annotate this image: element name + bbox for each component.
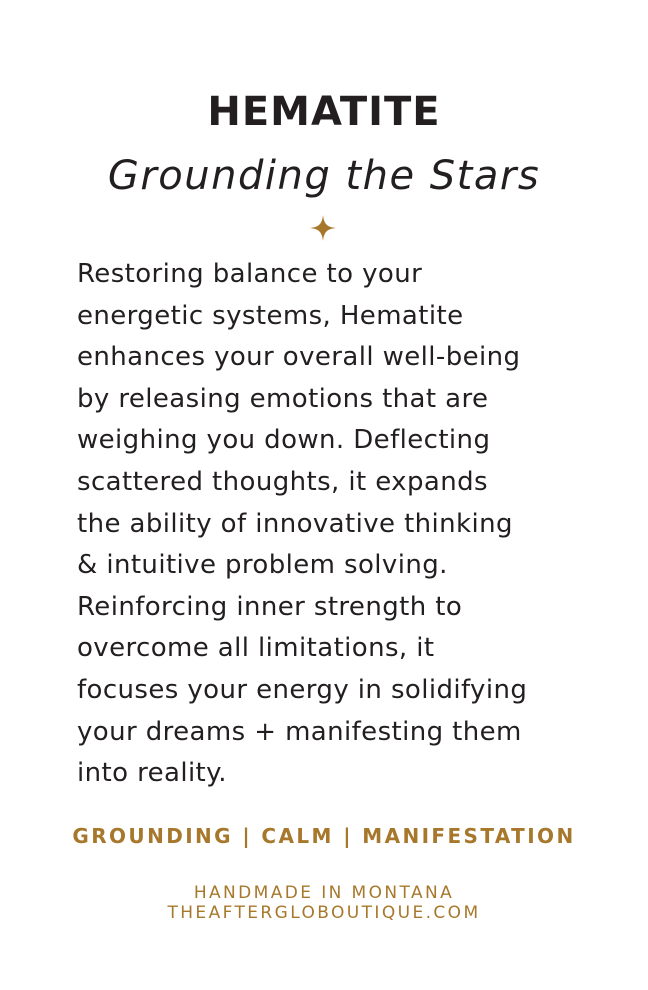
footer-website: THEAFTERGLOBOUTIQUE.COM	[167, 903, 481, 923]
page-title: HEMATITE	[207, 89, 441, 135]
description-line: weighing you down. Deflecting	[77, 425, 491, 456]
description	[77, 254, 597, 795]
description-line: by releasing emotions that are	[77, 383, 489, 414]
description-line: Reinforcing inner strength to	[77, 591, 463, 622]
description-line: into reality.	[77, 758, 227, 789]
description-line: focuses your energy in solidifying	[77, 674, 528, 705]
keywords: GROUNDING | CALM | MANIFESTATION	[72, 824, 576, 848]
description-line: enhances your overall well-being	[77, 342, 521, 373]
description-line: Restoring balance to your	[77, 259, 423, 289]
sparkle-icon	[309, 214, 337, 242]
description-line: overcome all limitations, it	[77, 633, 435, 664]
footer-origin: HANDMADE IN MONTANA	[193, 883, 455, 903]
description-line: & intuitive problem solving.	[77, 550, 448, 581]
description-line: scattered thoughts, it expands	[77, 466, 488, 497]
description-line: your dreams + manifesting them	[77, 716, 522, 747]
subtitle: Grounding the Stars	[107, 153, 541, 199]
description-line: energetic systems, Hematite	[77, 300, 464, 331]
description-line: the ability of innovative thinking	[77, 508, 513, 539]
